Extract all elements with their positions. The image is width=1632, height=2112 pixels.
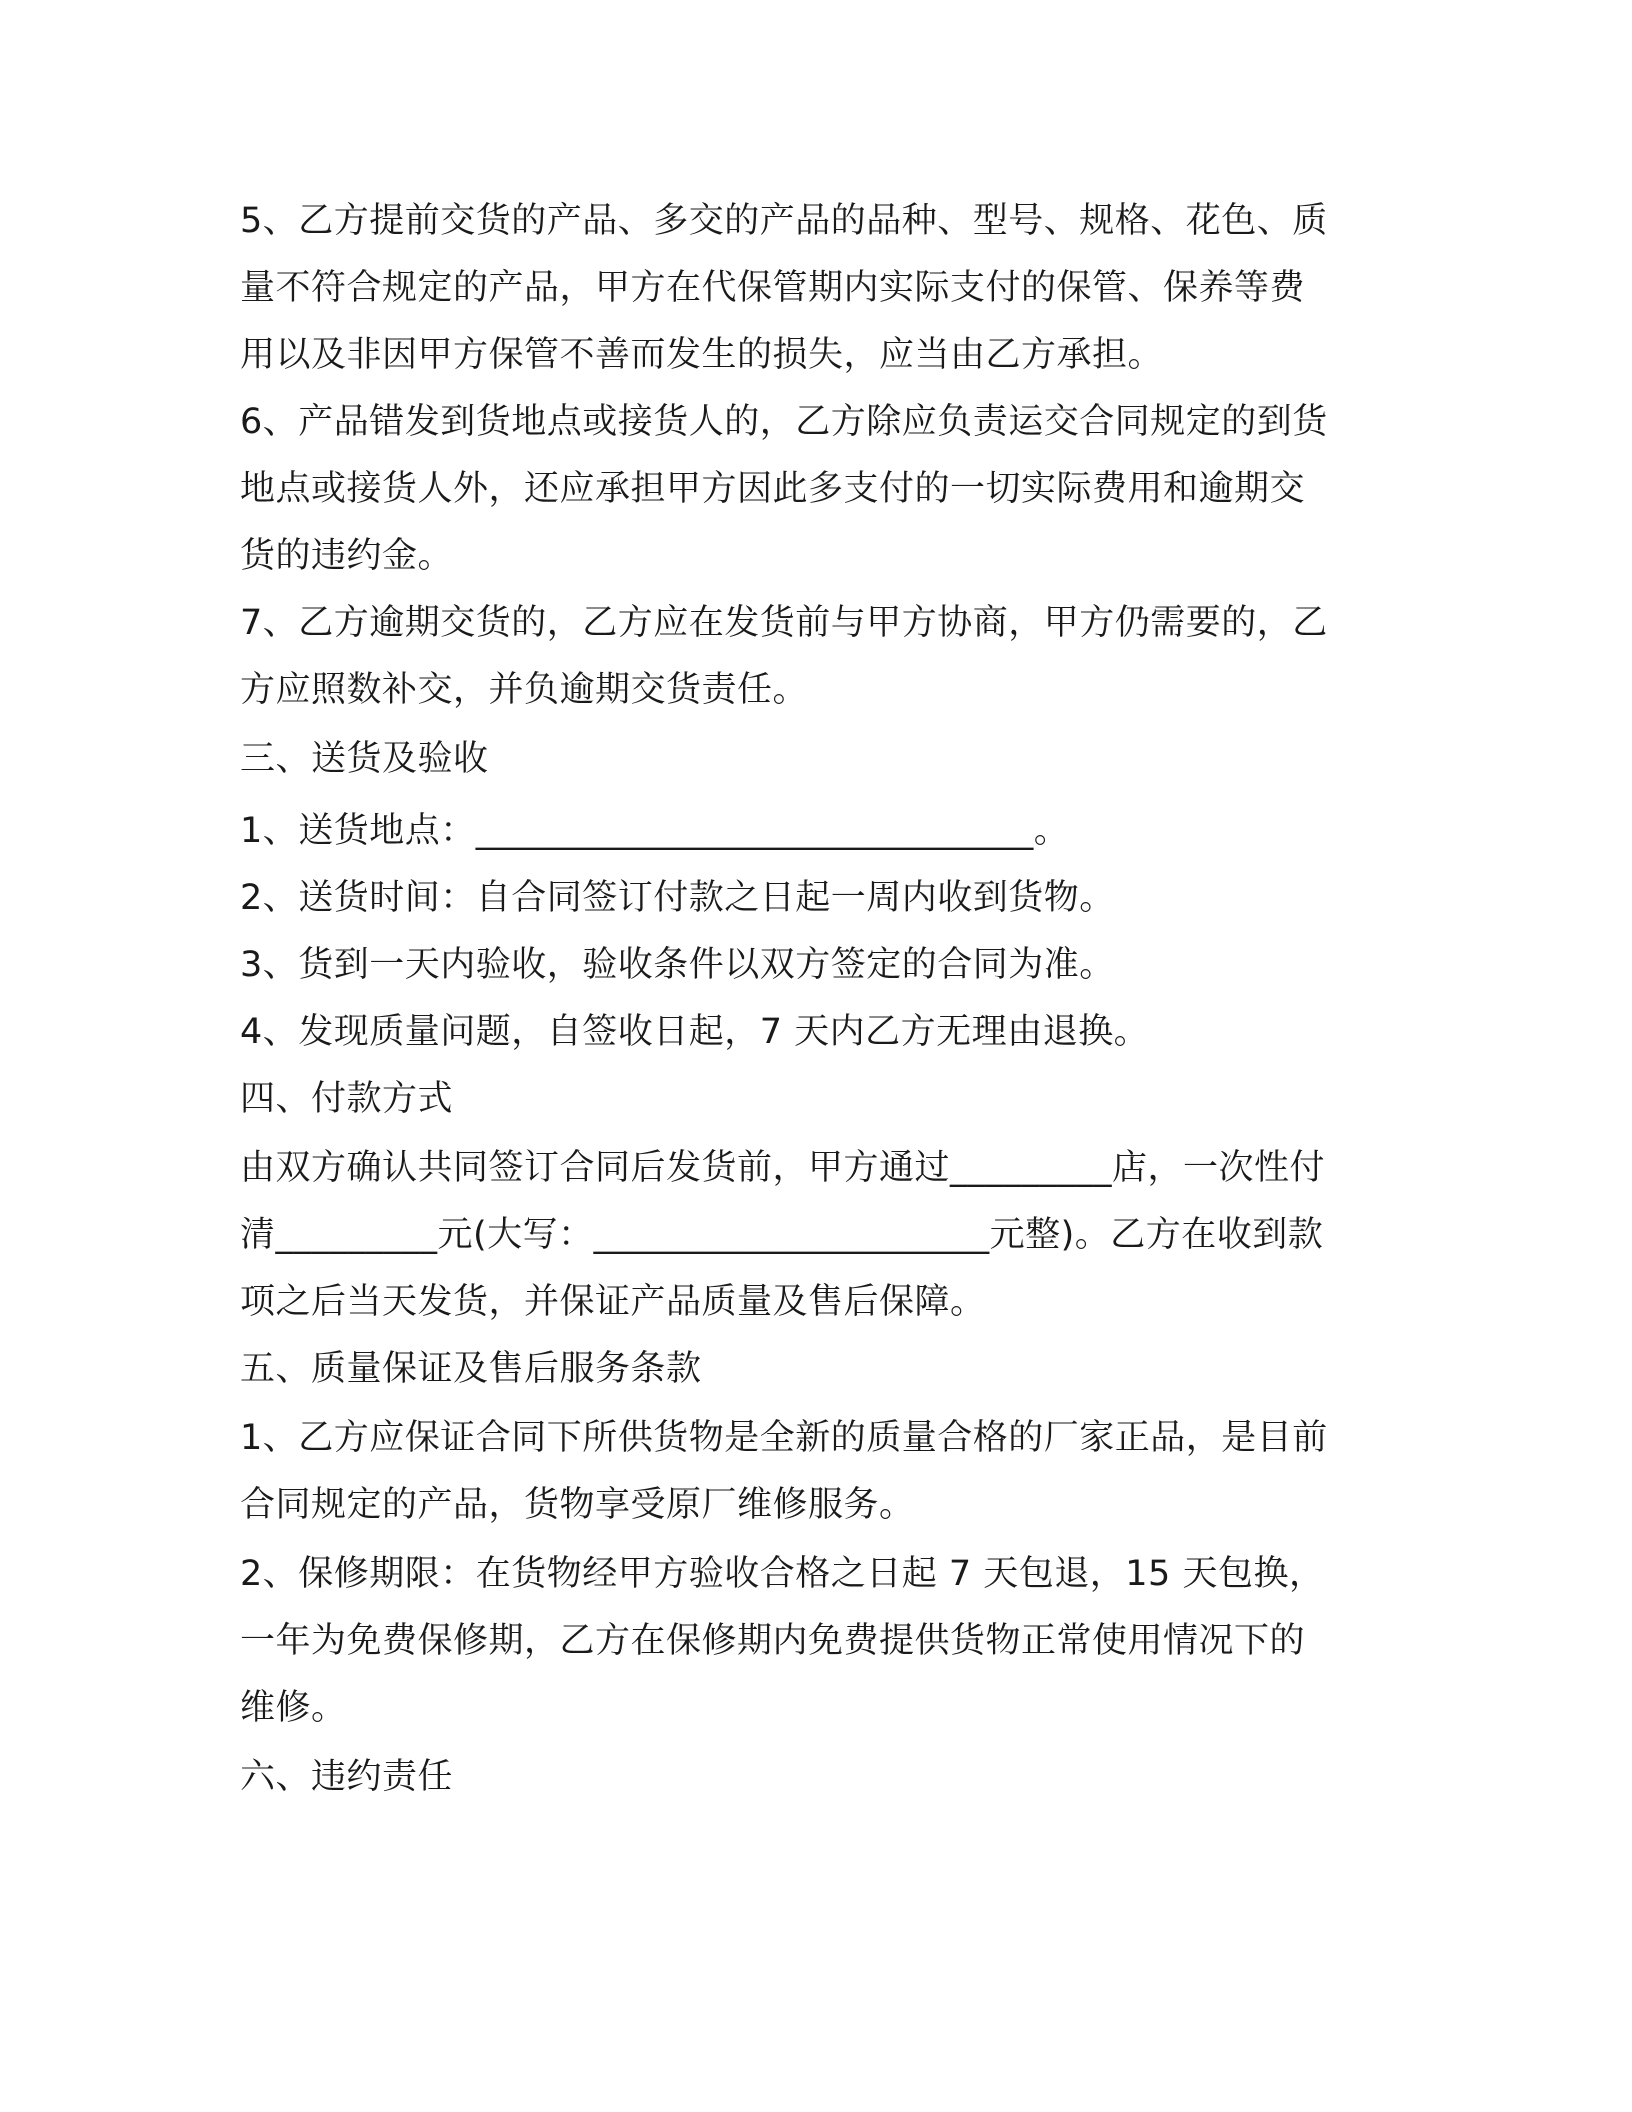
- delivery-location-line: 1、送货地点：_______________________________。: [240, 811, 1070, 851]
- warranty-clause-2-line-1: 2、保修期限：在货物经甲方验收合格之日起 7 天包退，15 天包换，: [240, 1554, 1325, 1594]
- clause-5-line-2: 量不符合规定的产品，甲方在代保管期内实际支付的保管、保养等费: [240, 268, 1306, 308]
- warranty-clause-1-line-2: 合同规定的产品，货物享受原厂维修服务。: [240, 1485, 915, 1525]
- payment-line-2: 清_________元(大写：______________________元整)。乙方在收到款: [240, 1215, 1324, 1255]
- payment-line-1: 由双方确认共同签订合同后发货前，甲方通过_________店，一次性付: [240, 1148, 1326, 1188]
- delivery-time-line: 2、送货时间：自合同签订付款之日起一周内收到货物。: [240, 878, 1115, 918]
- clause-6-line-1: 6、产品错发到货地点或接货人的，乙方除应负责运交合同规定的到货: [240, 402, 1328, 442]
- document-body: [240, 188, 1380, 1811]
- clause-6-line-3: 货的违约金。: [240, 536, 454, 576]
- inspection-line: 3、货到一天内验收，验收条件以双方签定的合同为准。: [240, 945, 1115, 985]
- warranty-clause-1-line-1: 1、乙方应保证合同下所供货物是全新的质量合格的厂家正品，是目前: [240, 1418, 1328, 1458]
- clause-5-line-3: 用以及非因甲方保管不善而发生的损失，应当由乙方承担。: [240, 335, 1164, 375]
- section-heading-delivery: 三、送货及验收: [240, 739, 489, 779]
- section-heading-warranty: 五、质量保证及售后服务条款: [240, 1349, 702, 1389]
- warranty-clause-2-line-2: 一年为免费保修期，乙方在保修期内免费提供货物正常使用情况下的: [240, 1621, 1306, 1661]
- clause-7-line-2: 方应照数补交，并负逾期交货责任。: [240, 670, 809, 710]
- payment-line-3: 项之后当天发货，并保证产品质量及售后保障。: [240, 1282, 986, 1322]
- clause-6-line-2: 地点或接货人外，还应承担甲方因此多支付的一切实际费用和逾期交: [240, 469, 1306, 509]
- clause-5-line-1: 5、乙方提前交货的产品、多交的产品的品种、型号、规格、花色、质: [240, 201, 1328, 241]
- quality-issue-line: 4、发现质量问题，自签收日起，7 天内乙方无理由退换。: [240, 1012, 1150, 1052]
- clause-7-line-1: 7、乙方逾期交货的，乙方应在发货前与甲方协商，甲方仍需要的，乙: [240, 603, 1328, 643]
- warranty-clause-2-line-3: 维修。: [240, 1688, 347, 1728]
- section-heading-liability: 六、违约责任: [240, 1757, 454, 1797]
- section-heading-payment: 四、付款方式: [240, 1079, 454, 1119]
